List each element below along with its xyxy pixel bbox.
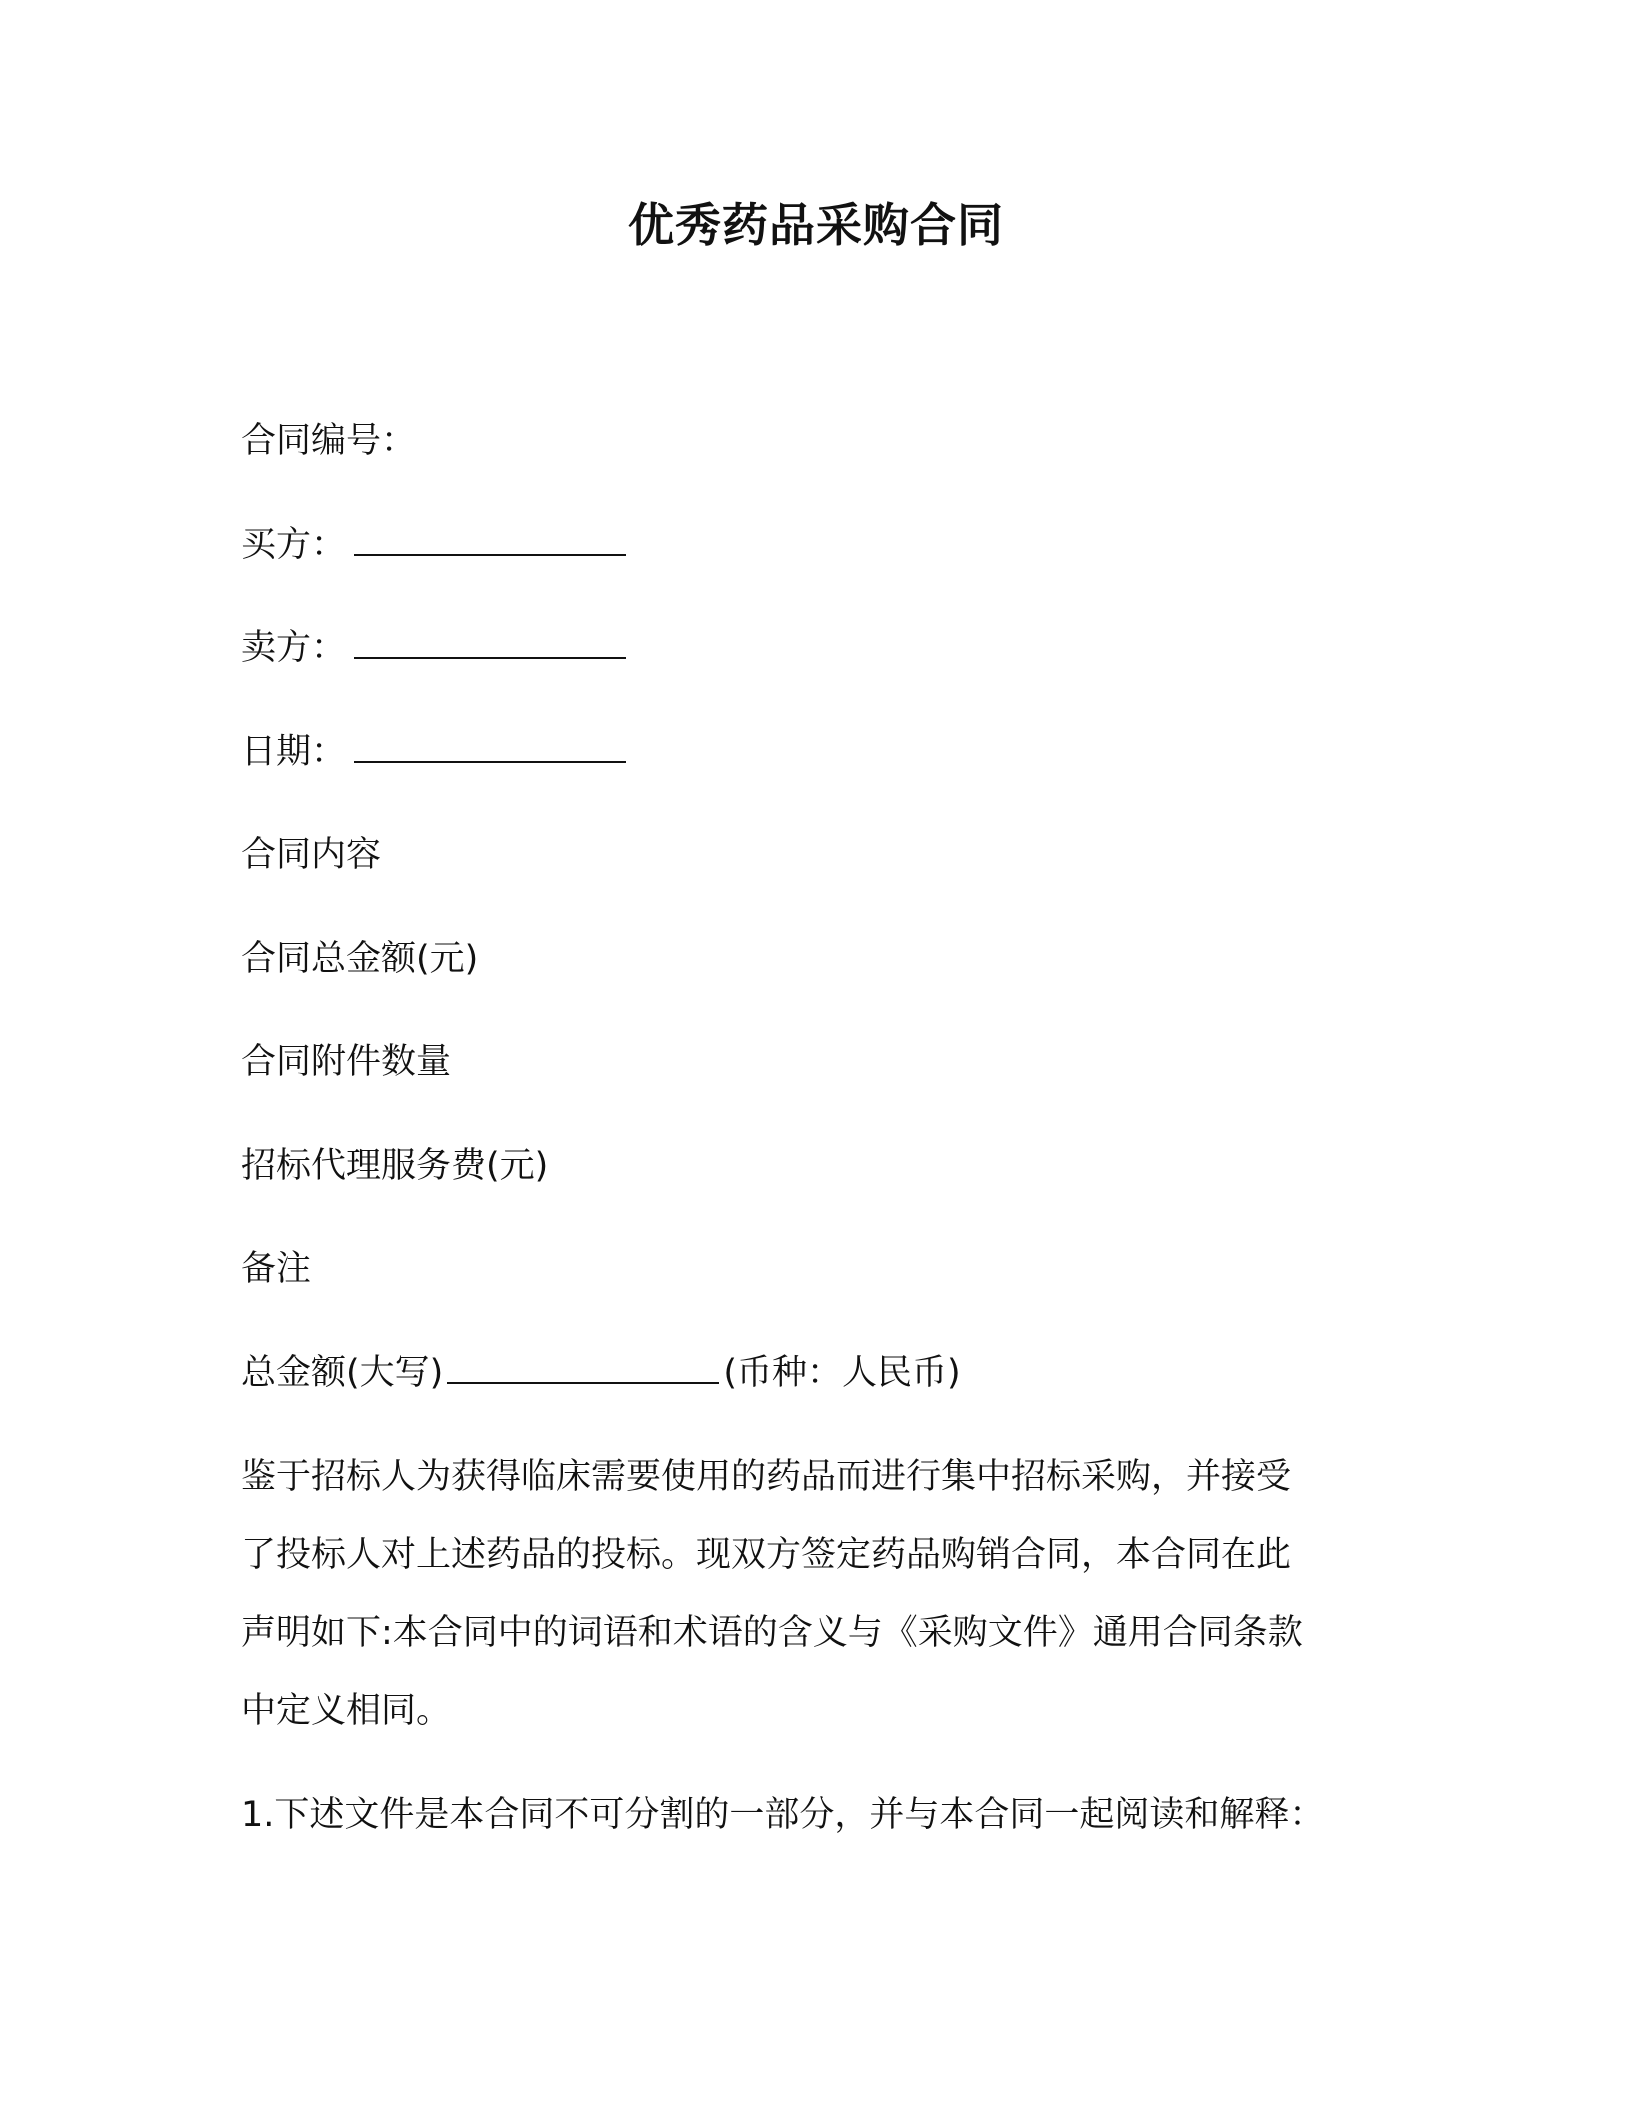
preamble-paragraph (241, 1438, 1381, 1750)
contract-content-heading: 合同内容 (241, 835, 382, 875)
amount-in-words-blank (447, 1352, 719, 1384)
date-line (241, 728, 626, 776)
amount-in-words-line (241, 1349, 961, 1397)
currency-note: (币种：人民币) (723, 1353, 961, 1393)
attachment-count-heading: 合同附件数量 (241, 1042, 452, 1082)
contract-number-label: 合同编号： (241, 421, 417, 461)
buyer-label: 买方： (241, 525, 347, 565)
preamble-line: 声明如下:本合同中的词语和术语的含义与《采购文件》通用合同条款 (241, 1613, 1303, 1653)
date-blank (354, 731, 626, 763)
preamble-line: 中定义相同。 (241, 1691, 452, 1731)
agency-fee-heading: 招标代理服务费(元) (241, 1146, 549, 1186)
buyer-blank (354, 524, 626, 556)
buyer-line (241, 521, 626, 569)
date-label: 日期： (241, 732, 347, 772)
seller-label: 卖方： (241, 628, 347, 668)
total-amount-heading: 合同总金额(元) (241, 939, 479, 979)
clause-1: 1.下述文件是本合同不可分割的一部分，并与本合同一起阅读和解释： (241, 1795, 1325, 1835)
preamble-line: 了投标人对上述药品的投标。现双方签定药品购销合同，本合同在此 (241, 1535, 1292, 1575)
document-title: 优秀药品采购合同 (628, 198, 1004, 252)
seller-blank (354, 627, 626, 659)
seller-line (241, 624, 626, 672)
contract-number-line (241, 417, 416, 465)
remarks-heading: 备注 (241, 1249, 312, 1289)
preamble-line: 鉴于招标人为获得临床需要使用的药品而进行集中招标采购，并接受 (241, 1457, 1292, 1497)
amount-in-words-label: 总金额(大写) (241, 1353, 444, 1393)
